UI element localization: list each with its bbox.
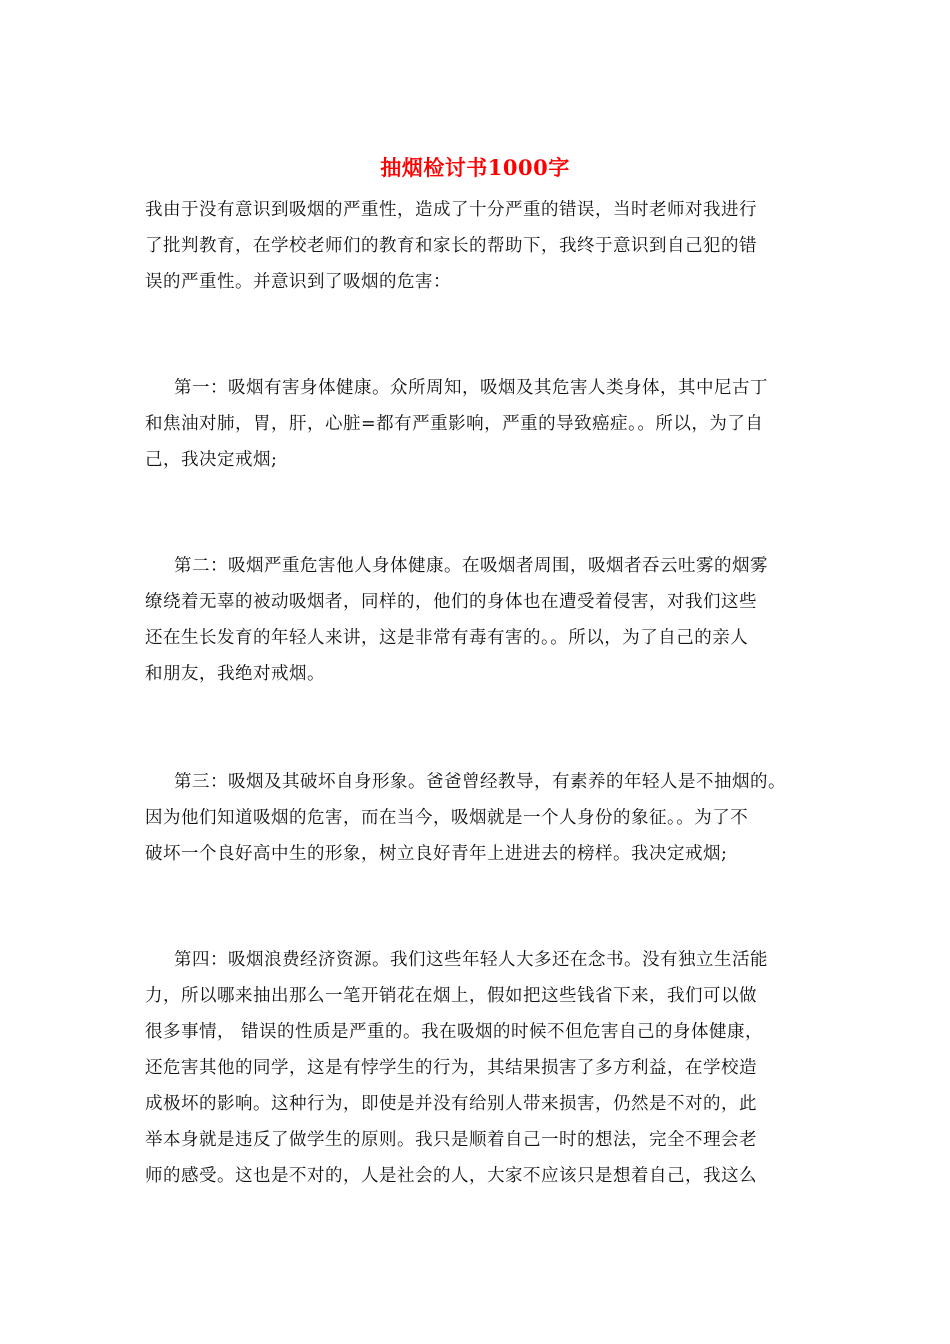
- paragraph-first-point: [145, 370, 835, 478]
- text-line: 还在生长发育的年轻人来讲，这是非常有毒有害的。。所以，为了自己的亲人: [145, 628, 749, 648]
- text-line: 很多事情， 错误的性质是严重的。我在吸烟的时候不但危害自己的身体健康，: [145, 1022, 764, 1042]
- paragraph-third-point: [145, 764, 835, 872]
- text-line: 第四：吸烟浪费经济资源。我们这些年轻人大多还在念书。没有独立生活能: [174, 950, 768, 970]
- paragraph-second-point: [145, 548, 835, 692]
- text-line: 己，我决定戒烟;: [145, 450, 278, 470]
- text-line: 第二：吸烟严重危害他人身体健康。在吸烟者周围，吸烟者吞云吐雾的烟雾: [174, 556, 768, 576]
- text-line: 师的感受。这也是不对的，人是社会的人，大家不应该只是想着自己，我这么: [145, 1166, 757, 1186]
- paragraph-fourth-point: [145, 942, 835, 1194]
- text-line: 因为他们知道吸烟的危害，而在当今，吸烟就是一个人身份的象征。。为了不: [145, 808, 749, 828]
- text-line: 破坏一个良好高中生的形象，树立良好青年上进进去的榜样。我决定戒烟;: [145, 844, 728, 864]
- text-line: 还危害其他的同学，这是有悖学生的行为，其结果损害了多方利益，在学校造: [145, 1058, 757, 1078]
- text-line: 成极坏的影响。这种行为，即使是并没有给别人带来损害，仍然是不对的，此: [145, 1094, 757, 1114]
- text-line: 第一：吸烟有害身体健康。众所周知，吸烟及其危害人类身体，其中尼古丁: [174, 378, 768, 398]
- text-line: 力，所以哪来抽出那么一笔开销花在烟上，假如把这些钱省下来，我们可以做: [145, 986, 757, 1006]
- text-line: 第三：吸烟及其破坏自身形象。爸爸曾经教导，有素养的年轻人是不抽烟的。: [174, 772, 786, 792]
- text-line: 举本身就是违反了做学生的原则。我只是顺着自己一时的想法，完全不理会老: [145, 1130, 757, 1150]
- paragraph-intro: [145, 192, 835, 300]
- text-line: 和朋友，我绝对戒烟。: [145, 664, 325, 684]
- text-line: 误的严重性。并意识到了吸烟的危害：: [145, 272, 451, 292]
- text-line: 和焦油对肺，胃，肝，心脏=都有严重影响，严重的导致癌症。。所以，为了自: [145, 414, 764, 434]
- document-title: 抽烟检讨书1000字: [380, 155, 570, 180]
- text-line: 缭绕着无辜的被动吸烟者，同样的，他们的身体也在遭受着侵害，对我们这些: [145, 592, 757, 612]
- text-line: 了批判教育，在学校老师们的教育和家长的帮助下，我终于意识到自己犯的错: [145, 236, 757, 256]
- text-line: 我由于没有意识到吸烟的严重性，造成了十分严重的错误，当时老师对我进行: [145, 200, 757, 220]
